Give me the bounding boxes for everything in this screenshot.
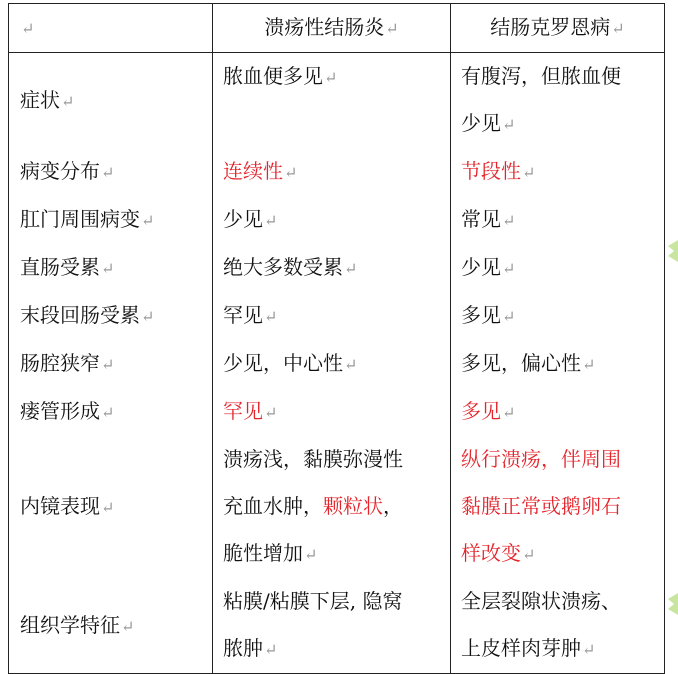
paragraph-mark-icon (101, 403, 114, 422)
cd-cell (451, 340, 665, 388)
paragraph-mark-icon (344, 259, 357, 278)
highlighted-text: 样改变 (461, 541, 521, 565)
cell-line (223, 436, 440, 483)
highlighted-text: 连续性 (223, 159, 283, 183)
paragraph-mark-icon (344, 355, 357, 374)
highlighted-text: 黏膜正常或鹅卵石 (461, 494, 621, 518)
cd-cell (451, 436, 665, 578)
green-decoration-icon (664, 240, 678, 262)
paragraph-mark-icon (502, 307, 515, 326)
cd-cell (451, 578, 665, 674)
table-row (9, 340, 665, 388)
header-cd-cell (451, 4, 665, 53)
cell-line (461, 578, 654, 625)
uc-cell (213, 388, 451, 436)
uc-cell (213, 53, 451, 149)
highlighted-text: 多见 (461, 399, 501, 423)
cell-line (223, 625, 440, 673)
paragraph-mark-icon (324, 68, 337, 87)
row-label-cell (9, 436, 213, 578)
highlighted-text: 节段性 (461, 159, 521, 183)
cell-line (223, 53, 440, 101)
cell-text: 有腹泻，但脓血便 (461, 64, 621, 88)
cd-cell (451, 53, 665, 149)
cell-line (223, 578, 440, 625)
highlighted-text: 罕见 (223, 399, 263, 423)
cell-line (461, 625, 654, 673)
row-label: 组织学特征 (20, 612, 120, 637)
paragraph-mark-icon (101, 355, 114, 374)
row-label-cell (9, 340, 213, 388)
row-label-cell (9, 578, 213, 674)
cell-line (461, 436, 654, 483)
cell-text: 多见 (461, 303, 501, 327)
cell-text: 全层裂隙状溃疡、 (461, 589, 621, 613)
row-label: 内镜表现 (20, 494, 100, 518)
cell-text: 绝大多数受累 (223, 255, 343, 279)
cd-cell (451, 388, 665, 436)
paragraph-mark-icon (264, 640, 277, 659)
paragraph-mark-icon (304, 545, 317, 564)
row-label-cell (9, 53, 213, 149)
paragraph-mark-icon (522, 545, 535, 564)
cell-text: 多见，偏心性 (461, 351, 581, 375)
cell-line (461, 100, 654, 148)
row-label-cell (9, 388, 213, 436)
paragraph-mark-icon (61, 92, 74, 111)
paragraph-mark-icon (284, 163, 297, 182)
cell-line (223, 483, 440, 530)
cell-text: 脓血便多见 (223, 64, 323, 88)
paragraph-mark-icon (522, 163, 535, 182)
row-label-cell (9, 196, 213, 244)
cell-text: 上皮样肉芽肿 (461, 636, 581, 660)
cell-text: 溃疡浅，黏膜弥漫性 (223, 447, 403, 471)
cell-text: 常见 (461, 207, 501, 231)
header-row (9, 4, 665, 53)
cell-line (223, 196, 440, 244)
row-label: 肠腔狭窄 (20, 351, 100, 375)
cell-line (461, 530, 654, 578)
cell-line (223, 340, 440, 388)
cell-line (223, 388, 440, 436)
paragraph-mark-icon (264, 307, 277, 326)
header-col1: 溃疡性结肠炎 (264, 15, 385, 39)
uc-cell (213, 340, 451, 388)
highlighted-text: 颗粒状 (323, 494, 383, 518)
paragraph-mark-icon (582, 355, 595, 374)
paragraph-mark-icon (502, 403, 515, 422)
cell-line (461, 53, 654, 100)
uc-cell (213, 292, 451, 340)
table-row (9, 53, 665, 149)
paragraph-mark-icon (611, 19, 624, 38)
cell-line (461, 148, 654, 196)
header-empty-cell (9, 4, 213, 53)
row-label: 瘘管形成 (20, 399, 100, 423)
cell-text: 充血水肿， (223, 494, 323, 518)
green-decoration-icon (664, 593, 678, 615)
cell-text: 少见 (461, 111, 501, 135)
cell-line (461, 388, 654, 436)
paragraph-mark-icon (582, 640, 595, 659)
cell-text: 少见 (461, 255, 501, 279)
cell-text: 少见 (223, 207, 263, 231)
uc-cell (213, 436, 451, 578)
cell-line (461, 292, 654, 340)
paragraph-mark-icon (101, 498, 114, 517)
paragraph-mark-icon (264, 403, 277, 422)
cd-cell (451, 292, 665, 340)
row-label-cell (9, 148, 213, 196)
table-row (9, 196, 665, 244)
paragraph-mark-icon (264, 211, 277, 230)
cell-line (461, 340, 654, 388)
cell-line (223, 530, 440, 578)
table-row (9, 578, 665, 674)
paragraph-mark-icon (502, 115, 515, 134)
cell-text: 脆性增加 (223, 541, 303, 565)
cd-cell (451, 244, 665, 292)
row-label: 直肠受累 (20, 255, 100, 279)
paragraph-mark-icon (502, 211, 515, 230)
uc-cell (213, 244, 451, 292)
uc-cell (213, 578, 451, 674)
cell-text: 少见，中心性 (223, 351, 343, 375)
header-uc-cell (213, 4, 451, 53)
cell-line (461, 244, 654, 292)
uc-cell (213, 196, 451, 244)
header-col2: 结肠克罗恩病 (490, 15, 611, 39)
paragraph-mark-icon (101, 259, 114, 278)
cell-line (461, 483, 654, 530)
row-label-cell (9, 292, 213, 340)
paragraph-mark-icon (141, 307, 154, 326)
paragraph-mark-icon (385, 19, 398, 38)
row-label-cell (9, 244, 213, 292)
paragraph-mark-icon (502, 259, 515, 278)
table-row (9, 148, 665, 196)
paragraph-mark-icon (21, 19, 34, 38)
cell-text: 脓肿 (223, 636, 263, 660)
paragraph-mark-icon (141, 211, 154, 230)
row-label: 病变分布 (20, 159, 100, 183)
cell-text: 罕见 (223, 303, 263, 327)
cell-line (223, 292, 440, 340)
paragraph-mark-icon (101, 163, 114, 182)
cell-line (223, 244, 440, 292)
cell-line (223, 148, 440, 196)
table-row (9, 292, 665, 340)
paragraph-mark-icon (121, 617, 134, 636)
row-label: 肛门周围病变 (20, 207, 140, 231)
cd-cell (451, 148, 665, 196)
highlighted-text: 纵行溃疡，伴周围 (461, 447, 621, 471)
cell-line (461, 196, 654, 244)
cell-text: 粘膜/粘膜下层, 隐窝 (223, 589, 403, 613)
cd-cell (451, 196, 665, 244)
comparison-table (8, 3, 665, 674)
uc-cell (213, 148, 451, 196)
row-label: 末段回肠受累 (20, 303, 140, 327)
row-label: 症状 (20, 87, 60, 112)
table-row (9, 436, 665, 578)
table-row (9, 244, 665, 292)
table-row (9, 388, 665, 436)
cell-text: ， (383, 494, 403, 518)
